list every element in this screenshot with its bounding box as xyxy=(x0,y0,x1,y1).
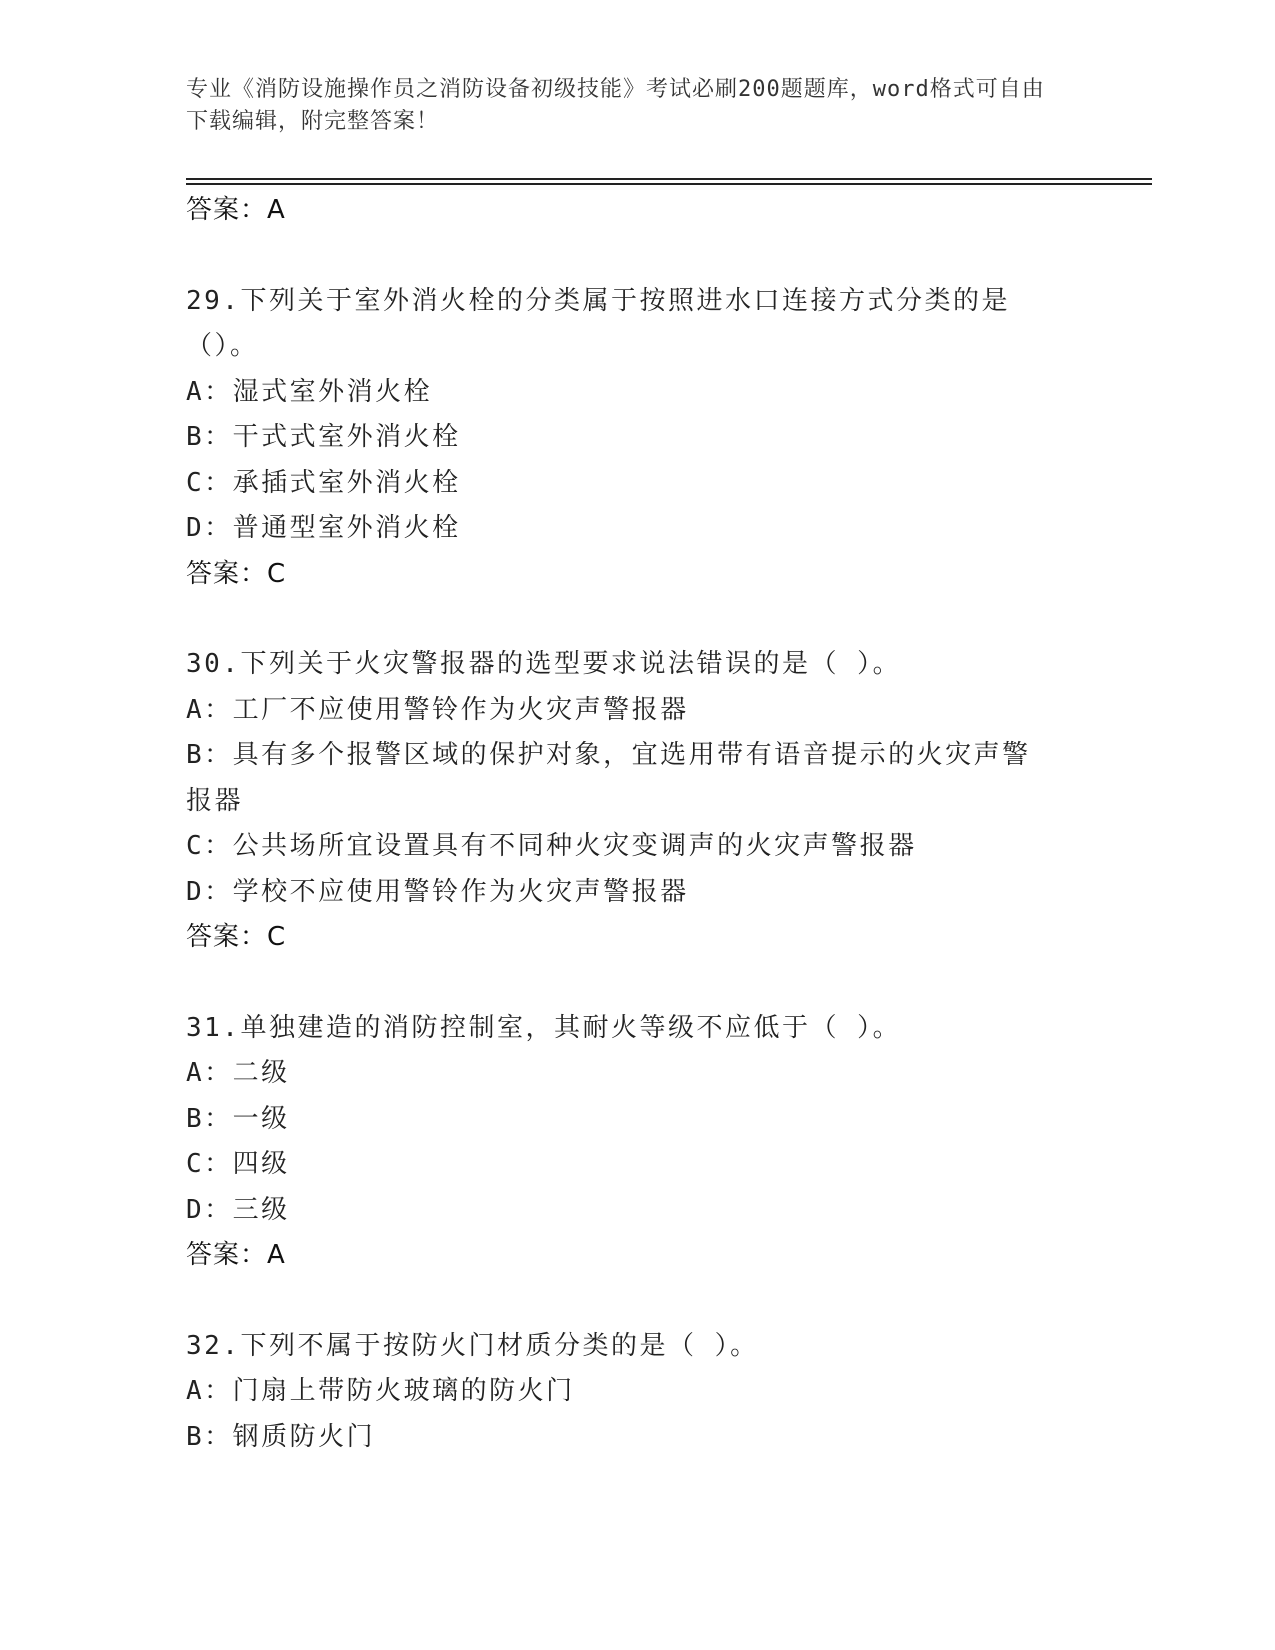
option-b: B：钢质防火门 xyxy=(186,1421,376,1452)
option-a: A：门扇上带防火玻璃的防火门 xyxy=(186,1376,575,1406)
question-stem: 30.下列关于火灾警报器的选型要求说法错误的是（ ）。 xyxy=(186,649,902,679)
spacer xyxy=(186,961,1086,1006)
header-divider-bottom xyxy=(186,183,1152,185)
spacer xyxy=(186,1279,1086,1324)
answer-line: 答案：A xyxy=(186,1240,286,1270)
answer-line: 答案：A xyxy=(186,195,286,225)
question-stem: 32.下列不属于按防火门材质分类的是（ ）。 xyxy=(186,1330,759,1361)
option-b: B：一级 xyxy=(186,1103,290,1134)
option-d: D：普通型室外消火栓 xyxy=(186,513,461,543)
option-c: C：承插式室外消火栓 xyxy=(186,467,461,498)
page-header: 专业《消防设施操作员之消防设备初级技能》考试必刷200题题库，word格式可自由下载编辑，附完整答案！ xyxy=(186,77,1045,134)
question-stem: 29.下列关于室外消火栓的分类属于按照进水口连接方式分类的是（）。 xyxy=(186,285,1010,361)
option-d: D：学校不应使用警铃作为火灾声警报器 xyxy=(186,876,689,907)
spacer xyxy=(186,597,1086,642)
option-b: B：干式式室外消火栓 xyxy=(186,422,461,452)
question-block xyxy=(186,1006,1086,1279)
header-divider-top xyxy=(186,178,1152,180)
question-stem: 31.单独建造的消防控制室，其耐火等级不应低于（ ）。 xyxy=(186,1012,902,1043)
answer-line: 答案：C xyxy=(186,558,287,589)
option-a: A：二级 xyxy=(186,1058,290,1088)
spacer xyxy=(186,234,1086,279)
option-a: A：工厂不应使用警铃作为火灾声警报器 xyxy=(186,694,689,725)
option-b: B：具有多个报警区域的保护对象，宜选用带有语音提示的火灾声警报器 xyxy=(186,740,1031,816)
answer-line: 答案：C xyxy=(186,922,287,952)
question-block xyxy=(186,642,1086,961)
question-block xyxy=(186,279,1086,598)
question-block xyxy=(186,1324,1086,1461)
option-c: C：公共场所宜设置具有不同种火灾变调声的火灾声警报器 xyxy=(186,831,917,861)
option-c: C：四级 xyxy=(186,1149,290,1179)
option-d: D：三级 xyxy=(186,1194,290,1225)
option-a: A：湿式室外消火栓 xyxy=(186,376,433,407)
question-list xyxy=(186,188,1086,1460)
